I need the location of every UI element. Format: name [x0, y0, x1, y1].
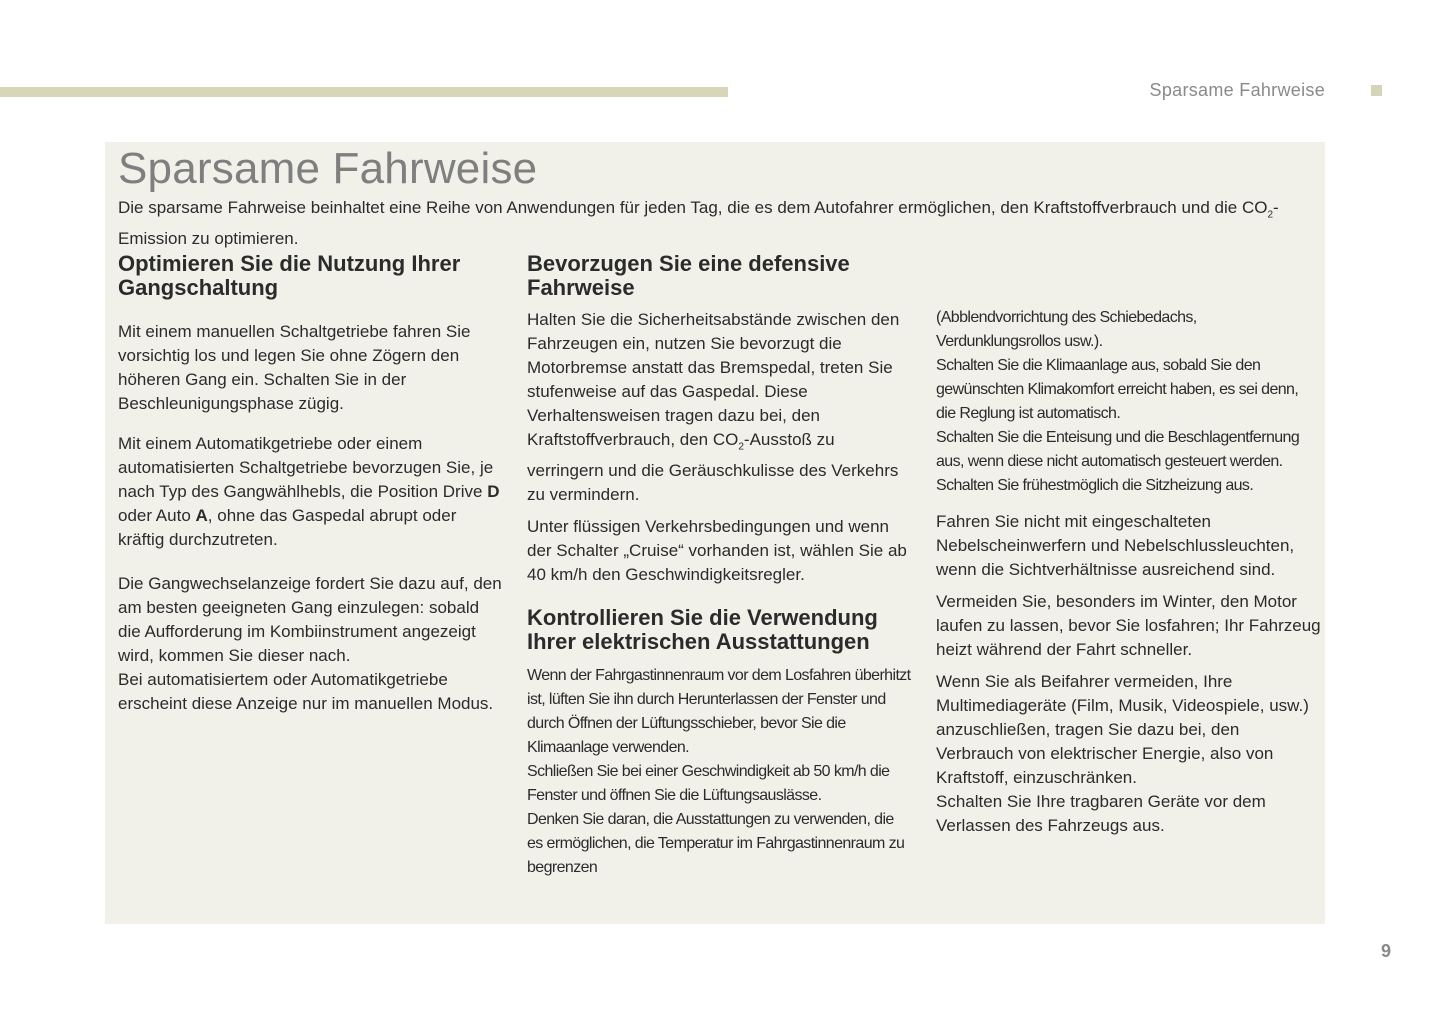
header-square-marker [1371, 85, 1382, 96]
paragraph-automatic-gearbox: Mit einem Automatikgetriebe oder einem automatisierten Schaltgetriebe bevorzugen Sie, je nach Typ des Gangwählhebls, die Position Drive D oder Auto A, ohne das Gaspedal abrupt oder kräftig durchzutreten. [118, 434, 500, 549]
heading-gearshift: Optimieren Sie die Nutzung Ihrer Gangschaltung [118, 251, 461, 300]
intro-paragraph: Die sparsame Fahrweise beinhaltet eine Reihe von Anwendungen für jeden Tag, die es dem Autofahrer ermöglichen, den Kraftstoffverbrauch und die $CO_2$-Emission zu optimieren. [118, 198, 1279, 249]
paragraph-engine-idle: Vermeiden Sie, besonders im Winter, den Motor laufen zu lassen, bevor Sie losfahren; Ihr Fahrzeug heizt während der Fahrt schneller. [936, 592, 1321, 659]
page-number: 9 [1380, 941, 1391, 961]
paragraph-multimedia-devices: Wenn Sie als Beifahrer vermeiden, Ihre Multimediageräte (Film, Musik, Videospiele, usw.) anzuschließen, tragen Sie dazu bei, den Verbrauch von elektrischer Energie, also von Kraftstoff, einzuschränken. Schalten Sie Ihre tragbaren Geräte vor dem Verlassen des Fahrzeugs aus. [936, 672, 1309, 835]
running-header-title: Sparsame Fahrweise [1149, 80, 1325, 100]
paragraph-gear-indicator: Die Gangwechselanzeige fordert Sie dazu auf, den am besten geeigneten Gang einzulegen: sobald die Aufforderung im Kombiinstrument angezeigt wird, kommen Sie dieser nach. Bei automatisiertem oder Automatikgetriebe erscheint diese Anzeige nur im manuellen Modus. [118, 574, 502, 713]
paragraph-ventilation: Wenn der Fahrgastinnenraum vor dem Losfahren überhitzt ist, lüften Sie ihn durch Herunterlassen der Fenster und durch Öffnen der Lüftungsschieber, bevor Sie die Klimaanlage verwenden. Schließen Sie bei einer Geschwindigkeit ab 50 km/h die Fenster und öffnen Sie die Lüftungsauslässe. Denken Sie daran, die Ausstattungen zu verwenden, die es ermöglichen, die Temperatur im Fahrgastinnenraum zu begrenzen [527, 667, 911, 877]
paragraph-cruise-control: Unter flüssigen Verkehrsbedingungen und wenn der Schalter „Cruise“ vorhanden ist, wählen Sie ab 40 km/h den Geschwindigkeitsregler. [527, 517, 907, 585]
column-electrical-continued [936, 306, 1321, 838]
paragraph-safety-distance: Halten Sie die Sicherheitsabstände zwischen den Fahrzeugen ein, nutzen Sie bevorzugt die Motorbremse anstatt das Bremspedal, treten Sie stufenweise auf das Gaspedal. Diese Verhaltensweisen tragen dazu bei, den Kraftstoffverbrauch, den $CO_2$-Ausstoß zu verringern und die Geräuschkulisse des Verkehrs zu vermindern. [527, 310, 900, 505]
page-title: Sparsame Fahrweise [118, 144, 538, 193]
paragraph-climate-control: (Abblendvorrichtung des Schiebedachs, Verdunklungsrollos usw.). Schalten Sie die Klimaanlage aus, sobald Sie den gewünschten Klimakomfort erreicht haben, es sei denn, die Reglung ist automatisch. Schalten Sie die Enteisung und die Beschlagentfernung aus, wenn diese nicht automatisch gesteuert werden. Schalten Sie frühestmöglich die Sitzheizung aus. [936, 309, 1300, 494]
heading-defensive-driving: Bevorzugen Sie eine defensive Fahrweise [527, 251, 850, 300]
paragraph-fog-lights: Fahren Sie nicht mit eingeschalteten Nebelscheinwerfern und Nebelschlussleuchten, wenn die Sichtverhältnisse ausreichend sind. [936, 512, 1295, 579]
heading-electrical-equipment: Kontrollieren Sie die Verwendung Ihrer elektrischen Ausstattungen [527, 605, 878, 655]
paragraph-manual-gearbox: Mit einem manuellen Schaltgetriebe fahren Sie vorsichtig los und legen Sie ohne Zögern den höheren Gang ein. Schalten Sie in der Beschleunigungsphase zügig. [118, 322, 471, 413]
column-defensive-driving [527, 252, 912, 880]
column-gearshift [118, 252, 503, 716]
header-decor-bar [0, 87, 728, 97]
